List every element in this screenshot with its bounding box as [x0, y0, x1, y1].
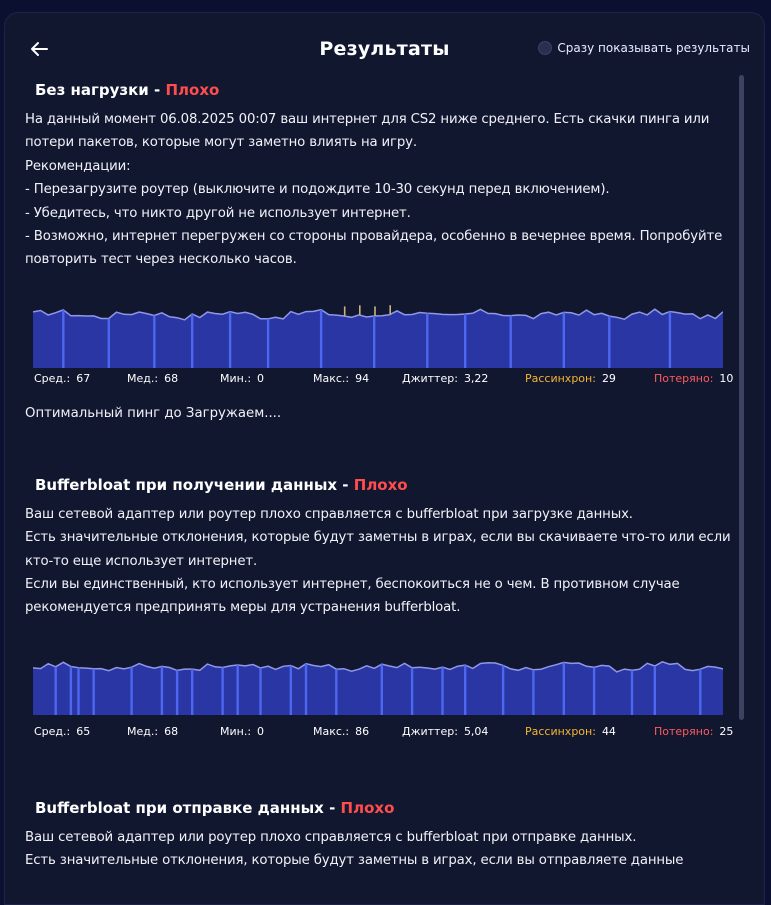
packet-loss-spike [108, 318, 110, 368]
jitter-mark [374, 306, 376, 316]
packet-loss-spike [305, 664, 307, 715]
section-description: Ваш сетевой адаптер или роутер плохо справляется с bufferbloat при загрузке данных. Есть значительные отклонения, которые будут заметны в играх, если вы скачиваете что-то или если кто-то еще использует интернет. Если вы единственный, кто использует интернет, беспокоиться не о чем. В противном случае рекомендуется предпринять меры для устранения bufferbloat. [25, 506, 731, 616]
ping-chart-download [33, 635, 723, 715]
stat-lost: Потеряно: 10 [654, 371, 734, 385]
packet-loss-spike [93, 669, 95, 715]
packet-loss-spike [510, 315, 512, 367]
results-content [25, 77, 734, 873]
stat-median: Мед.: 68 [127, 371, 179, 385]
toggle-indicator[interactable] [538, 41, 552, 55]
stat-jitter: Джиттер: 3,22 [402, 371, 489, 385]
jitter-mark [389, 305, 391, 315]
status-badge: Плохо [353, 475, 408, 494]
stat-desync: Рассинхрон: 29 [525, 371, 616, 385]
stat-max: Макс.: 86 [313, 724, 370, 738]
packet-loss-spike [130, 667, 132, 715]
packet-loss-spike [267, 319, 269, 368]
chart-area [33, 662, 723, 715]
jitter-mark [344, 306, 346, 316]
section-description: Ваш сетевой адаптер или роутер плохо справляется с bufferbloat при отправке данных. Есть значительные отклонения, которые будут заметны в играх, если вы отправляете данные [25, 829, 684, 869]
packet-loss-spike [426, 313, 428, 368]
section-title-text: Bufferbloat при отправке данных - [35, 798, 336, 817]
status-badge: Плохо [340, 798, 395, 817]
packet-loss-spike [55, 667, 57, 715]
packet-loss-spike [191, 314, 193, 368]
packet-loss-spike [229, 312, 231, 368]
packet-loss-spike [654, 666, 656, 715]
packet-loss-spike [221, 667, 223, 715]
packet-loss-spike [153, 315, 155, 368]
packet-loss-spike [669, 311, 671, 368]
section-title [35, 797, 731, 819]
packet-loss-spike [532, 670, 534, 715]
packet-loss-spike [411, 668, 413, 715]
packet-loss-spike [237, 665, 239, 715]
section-description: На данный момент 06.08.2025 00:07 ваш интернет для CS2 ниже среднего. Есть скачки пинга или потери пакетов, которые могут заметно влиять на игру. Рекомендации: - Перезагрузите роутер (выключите и подождите 10-30 секунд перед включением). - Убедитесь, что никто другой не использует интернет. - Возможно, интернет перегружен со стороны провайдера, особенно в вечернее время. Попробуйте повторить тест через несколько часов. [25, 112, 723, 268]
packet-loss-spike [176, 670, 178, 715]
header [5, 13, 764, 73]
results-panel [4, 12, 765, 905]
page-title: Результаты [319, 38, 450, 60]
packet-loss-spike [290, 665, 292, 715]
toggle-label: Сразу показывать результаты [557, 41, 750, 55]
packet-loss-spike [320, 310, 322, 368]
section-title-text: Bufferbloat при получении данных - [35, 475, 349, 494]
packet-loss-spike [381, 664, 383, 715]
stat-desync: Рассинхрон: 44 [525, 724, 616, 738]
section-title [35, 79, 731, 101]
section-download [25, 474, 734, 745]
stat-avg: Сред.: 65 [34, 724, 91, 738]
packet-loss-spike [62, 310, 64, 368]
jitter-mark [359, 305, 361, 315]
ping-chart-idle [33, 282, 723, 368]
packet-loss-spike [161, 666, 163, 715]
section-idle [25, 79, 734, 421]
stats-row [34, 371, 734, 392]
packet-loss-spike [335, 669, 337, 715]
stat-max: Макс.: 94 [313, 371, 370, 385]
section-upload [25, 797, 731, 873]
stat-lost: Потеряно: 25 [654, 724, 734, 738]
section-title [35, 474, 731, 496]
packet-loss-spike [373, 316, 375, 368]
stat-median: Мед.: 68 [127, 724, 179, 738]
packet-loss-spike [563, 662, 565, 715]
stat-min: Мин.: 0 [220, 371, 265, 385]
scrollbar[interactable] [739, 75, 744, 720]
packet-loss-spike [608, 316, 610, 368]
packet-loss-spike [631, 670, 633, 715]
status-badge: Плохо [165, 81, 220, 99]
optimal-ping-text: Оптимальный пинг до Загружаем.... [25, 405, 282, 421]
packet-loss-spike [563, 312, 565, 368]
packet-loss-spike [441, 667, 443, 715]
packet-loss-spike [70, 666, 72, 715]
stats-row [34, 724, 734, 745]
section-title-text: Без нагрузки - [35, 81, 161, 99]
stat-avg: Сред.: 67 [34, 371, 91, 385]
packet-loss-spike [464, 665, 466, 715]
packet-loss-spike [699, 669, 701, 715]
stat-jitter: Джиттер: 5,04 [402, 724, 489, 738]
packet-loss-spike [191, 669, 193, 715]
packet-loss-spike [502, 665, 504, 715]
packet-loss-spike [464, 314, 466, 368]
show-results-toggle[interactable] [538, 41, 750, 55]
packet-loss-spike [593, 667, 595, 715]
packet-loss-spike [77, 668, 79, 715]
packet-loss-spike [259, 668, 261, 715]
stat-min: Мин.: 0 [220, 724, 265, 738]
